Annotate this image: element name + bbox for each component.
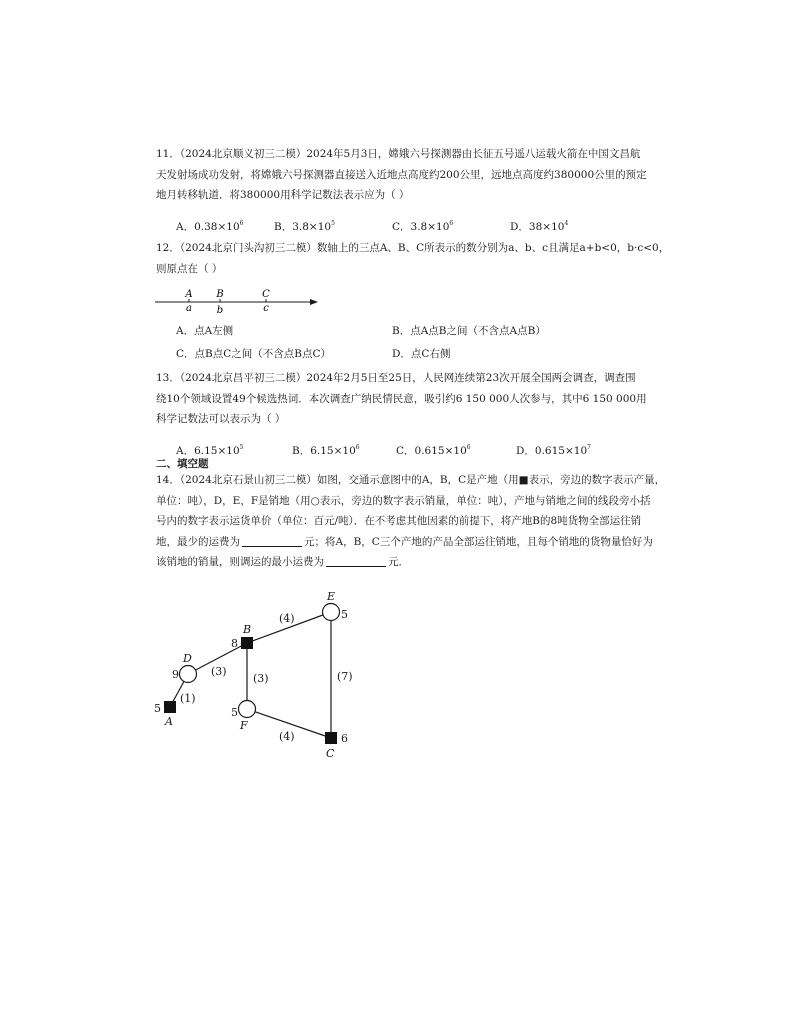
q11-option-c[interactable]: C．$3.8\times 10^6$ bbox=[392, 220, 454, 233]
q11-line-3: 地月转移轨道．将380000用科学记数法表示应为（ ） bbox=[156, 189, 410, 201]
point-a-value: a bbox=[186, 303, 192, 314]
point-A-label: A bbox=[185, 289, 193, 300]
point-c-value: c bbox=[263, 303, 269, 314]
q11-line-2: 天发射场成功发射，将嫦娥六号探测器直接送入近地点高度约200公里，远地点高度约380000公里的预定 bbox=[156, 168, 647, 181]
q14-line-2: 单位：吨），D，E，F是销地（用○表示，旁边的数字表示销量，单位：吨），产地与销地之间的线段旁小括 bbox=[156, 494, 651, 507]
q14-line-4: 地，最少的运费为 元；将A，B，C三个产地的产品全部运往销地，且每个销地的货物量恰好为 bbox=[156, 535, 653, 548]
q13-option-c[interactable]: C．$0.615\times 10^6$ bbox=[396, 444, 471, 457]
node-B-square bbox=[241, 637, 253, 649]
q12-line-1: 12．（2024北京门头沟初三二模）数轴上的三点A、B、C所表示的数分别为a、b、c且满足a+b<0，b·c<0， bbox=[156, 242, 670, 254]
q12-option-b[interactable]: B．点A点B之间（不含点A点B） bbox=[392, 325, 546, 337]
edge-B-F-price: (3) bbox=[253, 672, 269, 685]
q11-option-d[interactable]: D．$38\times 10^4$ bbox=[510, 220, 569, 233]
node-B-value: 8 bbox=[231, 637, 238, 650]
point-B-label: B bbox=[216, 289, 224, 300]
section-title: 二、填空题 bbox=[156, 458, 209, 470]
node-D-circle bbox=[180, 666, 197, 683]
q13-line-1: 13．（2024北京昌平初三二模）2024年2月5日至25日，人民网连续第23次开展全国两会调查，调查围 bbox=[156, 372, 636, 384]
q14-line-3: 号内的数字表示运货单价（单位：百元/吨）．在不考虑其他因素的前提下，将产地B的8吨货物全部运往销 bbox=[156, 515, 642, 527]
q11-option-a[interactable]: A．$0.38\times 10^6$ bbox=[176, 220, 244, 233]
edge-F-C-price: (4) bbox=[279, 730, 295, 743]
q14-line-5: 该销地的销量，则调运的最小运费为 元． bbox=[156, 556, 409, 568]
q13-option-b[interactable]: B．$6.15\times 10^6$ bbox=[292, 444, 360, 457]
node-D-label: D bbox=[183, 652, 192, 665]
edge-D-B-price: (3) bbox=[211, 665, 227, 678]
node-F-value: 5 bbox=[231, 706, 238, 719]
node-F-circle bbox=[239, 701, 256, 718]
q11-option-b[interactable]: B．$3.8\times 10^5$ bbox=[274, 220, 335, 233]
node-C-square bbox=[325, 732, 337, 744]
q11-line-1: 11．（2024北京顺义初三二模）2024年5月3日，嫦娥六号探测器由长征五号遥八运载火箭在中国文昌航 bbox=[156, 148, 641, 160]
edge-E-C-price: (7) bbox=[337, 670, 353, 683]
q13-line-3: 科学记数法可以表示为（ ） bbox=[156, 413, 286, 425]
node-E-label: E bbox=[327, 590, 336, 603]
q14-line-1: 14．（2024北京石景山初三二模）如图，交通示意图中的A，B，C是产地（用■表示，旁边的数字表示产量， bbox=[156, 474, 666, 486]
node-D-value: 9 bbox=[172, 668, 179, 681]
edge-B-E-price: (4) bbox=[279, 612, 295, 625]
q13-option-a[interactable]: A．$6.15\times 10^5$ bbox=[176, 444, 244, 457]
node-A-label: A bbox=[165, 715, 173, 728]
q13-line-2: 绕10个领域设置49个候选热词．本次调查广纳民情民意，吸引约6 150 000人次参与，其中6 150 000用 bbox=[156, 392, 647, 405]
q12-line-2: 则原点在（ ） bbox=[156, 262, 223, 275]
q12-option-c[interactable]: C．点B点C之间（不含点B点C） bbox=[176, 348, 332, 360]
edge-A-D-price: (1) bbox=[180, 692, 196, 705]
q13-option-d[interactable]: D．$0.615\times 10^7$ bbox=[516, 444, 591, 457]
node-E-value: 5 bbox=[341, 608, 348, 621]
node-A-square bbox=[164, 701, 176, 713]
point-C-label: C bbox=[262, 289, 270, 300]
q12-option-a[interactable]: A．点A左侧 bbox=[176, 325, 234, 337]
point-b-value: b bbox=[216, 305, 224, 316]
node-B-label: B bbox=[243, 623, 252, 636]
node-A-value: 5 bbox=[154, 702, 161, 715]
node-C-label: C bbox=[326, 747, 335, 760]
node-E-circle bbox=[323, 604, 340, 621]
node-F-label: F bbox=[240, 719, 248, 732]
q12-option-d[interactable]: D．点C右侧 bbox=[392, 348, 451, 360]
node-C-value: 6 bbox=[341, 732, 348, 745]
